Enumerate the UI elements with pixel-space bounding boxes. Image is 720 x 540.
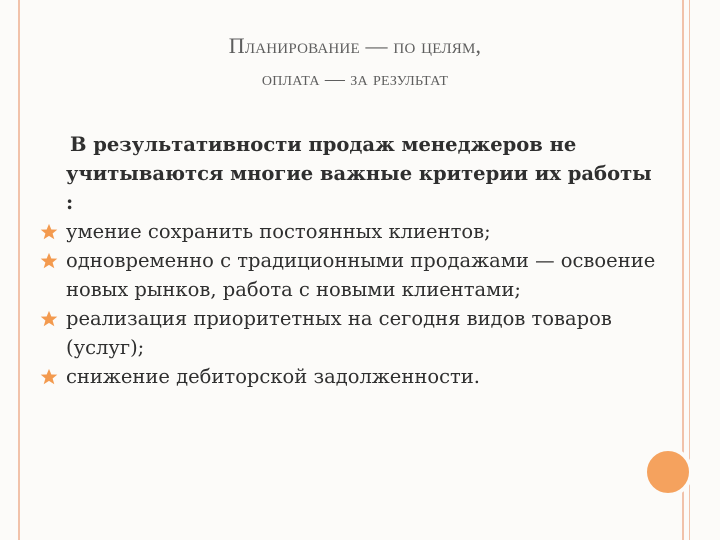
bullet-text: одновременно с традиционными продажами — освоение новых рынков, работа с новыми клиентами; [66, 249, 656, 301]
bullet-text: умение сохранить постоянных клиентов; [66, 220, 491, 243]
slide-title [30, 28, 680, 94]
star-icon [40, 310, 58, 328]
list-item [20, 217, 660, 246]
title-line-2: оплата — за результат [261, 68, 449, 90]
star-icon [40, 252, 58, 270]
bullet-list [20, 217, 660, 391]
title-line-1: Планирование — по целям, [228, 33, 482, 58]
list-item [20, 304, 660, 362]
list-item [20, 246, 660, 304]
list-item [20, 362, 660, 391]
slide-body [20, 130, 660, 391]
star-icon [40, 223, 58, 241]
intro-text: В результативности продаж менеджеров не учитываются многие важные критерии их работы : [66, 133, 652, 214]
star-icon [40, 368, 58, 386]
bullet-text: реализация приоритетных на сегодня видов товаров (услуг); [66, 307, 612, 359]
bullet-text: снижение дебиторской задолженности. [66, 365, 480, 388]
decorative-circle [643, 447, 693, 497]
